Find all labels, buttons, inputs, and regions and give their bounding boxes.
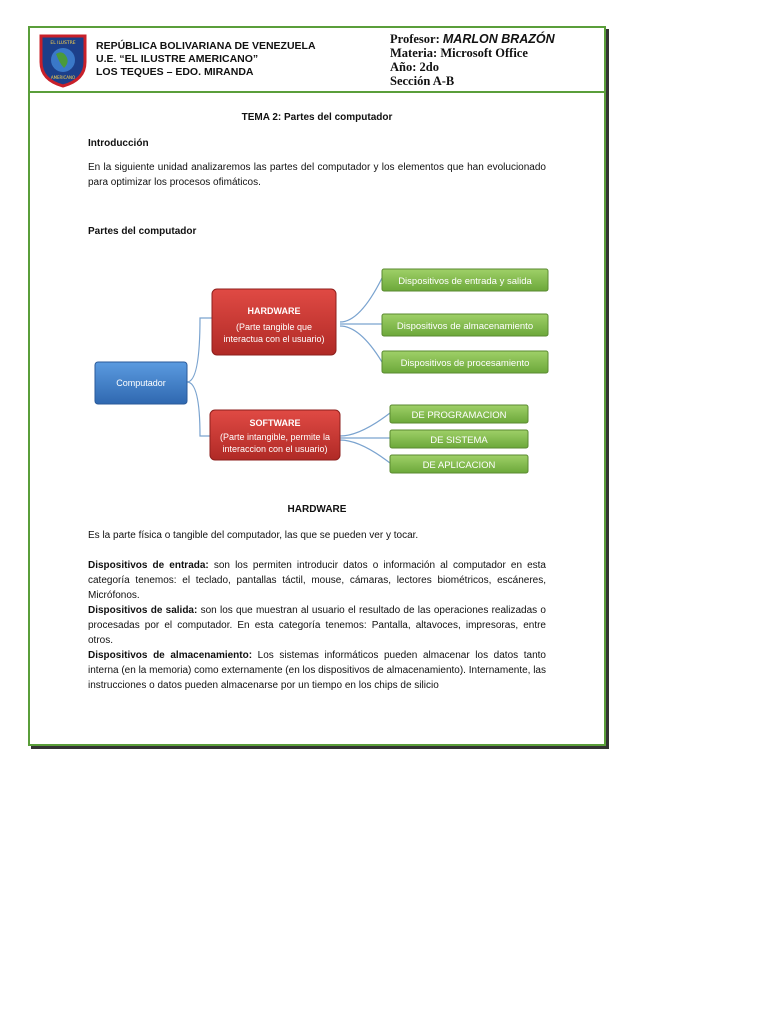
hardware-item: Dispositivos de almacenamiento (396, 321, 534, 332)
software-item: DE APLICACION (422, 460, 496, 471)
software-desc: interaccion con el usuario) (222, 444, 328, 454)
definition-item (88, 648, 546, 693)
definition-term: Dispositivos de almacenamiento: (88, 650, 253, 661)
root-label: Computador (116, 378, 166, 388)
hardware-heading: HARDWARE (287, 504, 347, 515)
section: Sección A-B (390, 74, 455, 88)
logo-text-top: EL ILUSTRE (50, 41, 76, 46)
definition-text: son los que muestran al usuario el resultado de las operaciones realizadas o procesadas por el computador. En esta categoría tenemos: Pantalla, altavoces, impresoras, entre otros. (88, 605, 546, 646)
definition-text: son los permiten introducir datos o información al computador en esta categoría tenemos: el teclado, pantallas táctil, mouse, cámaras, lectores biométricos, escáneres, Micrófonos. (88, 560, 546, 601)
school-line: U.E. “EL ILUSTRE AMERICANO” (96, 53, 259, 65)
hardware-items (382, 269, 548, 373)
hardware-node (212, 289, 336, 355)
software-desc: (Parte intangible, permite la (219, 432, 331, 442)
root-node (95, 362, 187, 404)
definitions (88, 558, 546, 693)
hardware-item: Dispositivos de procesamiento (400, 358, 530, 369)
software-title: SOFTWARE (249, 418, 301, 428)
definition-text: Los sistemas informáticos pueden almacenar los datos tanto interna (en la memoria) como externamente (en los dispositivos de almacenamiento). Internamente, las instrucciones o datos pueden almacenarse por un tiempo en los chips de silicio (88, 650, 546, 691)
hardware-desc: interactua con el usuario) (223, 334, 325, 344)
hardware-title: HARDWARE (247, 306, 301, 316)
logo-text-bottom: AMERICANO (50, 75, 76, 80)
hardware-intro: Es la parte física o tangible del computador, las que se pueden ver y tocar. (88, 530, 419, 541)
year: Año: 2do (390, 60, 439, 74)
subject: Materia: Microsoft Office (390, 46, 528, 60)
teacher-label: Profesor: (390, 32, 440, 46)
definition-item (88, 558, 546, 603)
definition-term: Dispositivos de salida: (88, 605, 198, 616)
software-node (210, 410, 340, 460)
definition-item (88, 603, 546, 648)
intro-paragraph: En la siguiente unidad analizaremos las partes del computador y los elementos que han evolucionado para optimizar los procesos ofimáticos. (88, 162, 546, 188)
hardware-item: Dispositivos de entrada y salida (398, 276, 532, 287)
software-item: DE PROGRAMACION (411, 410, 507, 421)
document-title: TEMA 2: Partes del computador (241, 112, 393, 123)
document-page (28, 26, 606, 746)
teacher-name: MARLON BRAZÓN (442, 32, 555, 46)
software-item: DE SISTEMA (430, 435, 488, 446)
software-items (390, 405, 528, 473)
school-line: REPÚBLICA BOLIVARIANA DE VENEZUELA (96, 40, 316, 52)
school-line: LOS TEQUES – EDO. MIRANDA (96, 66, 254, 78)
hardware-desc: (Parte tangible que (235, 322, 313, 332)
intro-heading: Introducción (88, 138, 149, 149)
definition-term: Dispositivos de entrada: (88, 560, 209, 571)
parts-heading: Partes del computador (88, 226, 197, 237)
parts-diagram (30, 28, 604, 498)
